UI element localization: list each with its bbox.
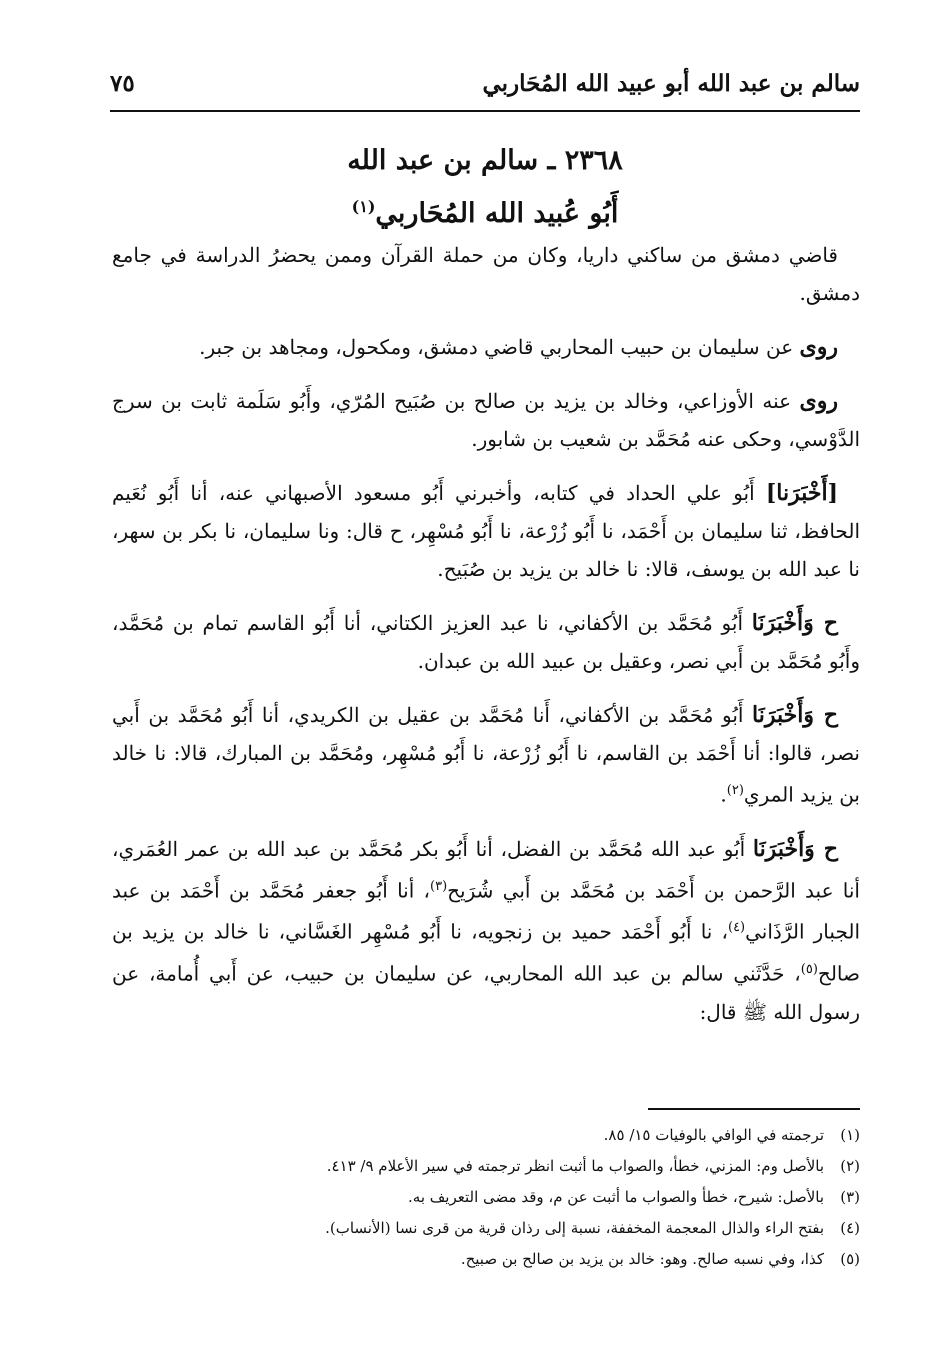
paragraph-lead: ح وَأَخْبَرَنَا xyxy=(752,702,838,728)
footnote-text: بفتح الراء والذال المعجمة المخففة، نسبة إلى رذان قرية من قرى نسا (الأنساب). xyxy=(325,1219,824,1237)
footnote-item xyxy=(112,1213,860,1244)
paragraph xyxy=(112,604,860,680)
footnotes xyxy=(112,1120,860,1275)
paragraph xyxy=(112,382,860,458)
paragraph-text: أَبُو مُحَمَّد بن الأكفاني، أَنا مُحَمَّد بن عقيل بن الكريدي، أنا أَبُو مُحَمَّد بن أَبي نصر، قالوا: أنا أَحْمَد بن القاسم، نا أَبُو زُرْعة، نا أَبُو مُسْهِر، ومُحَمَّد بن المبارك، قالا: نا خالد بن يزيد المري xyxy=(112,703,860,807)
entry-title-line1: ٢٣٦٨ ـ سالم بن عبد الله xyxy=(347,145,623,176)
paragraph-lead: ح وَأَخْبَرَنَا xyxy=(751,610,838,636)
entry-title-line2 xyxy=(110,184,860,237)
footnote-text: ترجمته في الوافي بالوفيات ١٥/ ٨٥. xyxy=(603,1126,824,1144)
paragraph-text: عن سليمان بن حبيب المحاربي قاضي دمشق، ومكحول، ومجاهد بن جبر. xyxy=(199,335,800,359)
entry-title xyxy=(110,138,860,237)
paragraph xyxy=(112,236,860,312)
paragraph-text: أَبُو عبد الله مُحَمَّد بن الفضل، أنا أَبُو بكر مُحَمَّد بن عبد الله بن عمر العُمَري، أنا عبد الرَّحمن بن أَحْمَد بن مُحَمَّد بن أَبي شُرَيح xyxy=(112,836,860,903)
footnote-text: بالأصل: شيرح، خطأ والصواب ما أثبت عن م، وقد مضى التعريف به. xyxy=(408,1188,824,1206)
entry-title-line2-text: أَبُو عُبيد الله المُحَاربي xyxy=(375,198,619,229)
paragraph-tail: ، نا أَبُو أَحْمَد حميد بن زنجويه، نا أَبُو مُسْهِر الغَسَّاني، نا خالد بن يزيد بن صالح xyxy=(112,919,860,986)
footnote-number: (٣) xyxy=(840,1188,860,1206)
footnote-separator xyxy=(648,1108,860,1110)
paragraph-lead: روى xyxy=(799,334,838,360)
paragraph-tail: ، حَدَّثَني سالم بن عبد الله المحاربي، عن سليمان بن حبيب، عن أَبي أُمامة، عن رسول الله ﷺ قال: xyxy=(112,961,860,1024)
footnote-ref: (٤) xyxy=(727,920,746,936)
paragraph-tail: . xyxy=(720,782,727,807)
body-text xyxy=(112,236,860,1047)
paragraph-text: قاضي دمشق من ساكني داريا، وكان من حملة القرآن وممن يحضرُ الدراسة في جامع دمشق. xyxy=(112,243,860,305)
footnote-item xyxy=(112,1151,860,1182)
footnote-number: (١) xyxy=(840,1126,860,1144)
footnote-number: (٢) xyxy=(840,1157,860,1175)
paragraph xyxy=(112,328,860,366)
paragraph-lead: روى xyxy=(799,388,838,414)
paragraph xyxy=(112,696,860,814)
footnote-item xyxy=(112,1120,860,1151)
paragraph-text: أَبُو علي الحداد في كتابه، وأخبرني أَبُو مسعود الأصبهاني عنه، أنا أَبُو نُعَيم الحافظ، ثنا سليمان بن أَحْمَد، نا أَبُو زُرْعة، نا أَبُو مُسْهِر، ح قال: ونا سليمان، نا بكر بن سهر، نا عبد الله بن يوسف، قالا: نا خالد بن يزيد بن صُبَيح. xyxy=(112,481,860,581)
footnote-ref: (٢) xyxy=(726,783,744,798)
paragraph-text: أَبُو مُحَمَّد بن الأكفاني، نا عبد العزيز الكتاني، أنا أَبُو القاسم تمام بن مُحَمَّد، وأَبُو مُحَمَّد بن أَبي نصر، وعقيل بن عبيد الله بن عبدان. xyxy=(112,611,860,673)
paragraph-lead: [أَخْبَرَنا] xyxy=(765,480,838,506)
footnote-number: (٥) xyxy=(840,1250,860,1268)
paragraph-lead: ح وَأَخْبَرَنَا xyxy=(752,835,838,862)
footnote-item xyxy=(112,1244,860,1275)
page-header xyxy=(110,62,860,112)
paragraph-tail: ، أنا أَبُو جعفر مُحَمَّد بن أَحْمَد بن عبد الجبار الرَّذَاني xyxy=(112,878,861,944)
paragraph xyxy=(112,474,860,588)
footnote-ref: (٥) xyxy=(800,961,818,977)
running-title: سالم بن عبد الله أبو عبيد الله المُحَاربي xyxy=(482,70,860,97)
footnote-text: بالأصل وم: المزني، خطأ، والصواب ما أثبت انظر ترجمته في سير الأعلام ٩/ ٤١٣. xyxy=(326,1157,824,1175)
paragraph-text: عنه الأوزاعي، وخالد بن يزيد بن صالح بن صُبَيح المُرّي، وأَبُو سَلَمة ثابت بن سرج الدَّوْسي، وحكى عنه مُحَمَّد بن شعيب بن شابور. xyxy=(112,389,860,451)
footnote-ref: (٣) xyxy=(430,878,448,894)
page-number: ٧٥ xyxy=(110,70,135,97)
footnote-number: (٤) xyxy=(840,1219,860,1237)
footnote-ref: (١) xyxy=(351,197,376,216)
paragraph xyxy=(112,830,860,1031)
footnote-text: كذا، وفي نسبه صالح. وهو: خالد بن يزيد بن صالح بن صبيح. xyxy=(460,1250,824,1268)
footnote-item xyxy=(112,1182,860,1213)
